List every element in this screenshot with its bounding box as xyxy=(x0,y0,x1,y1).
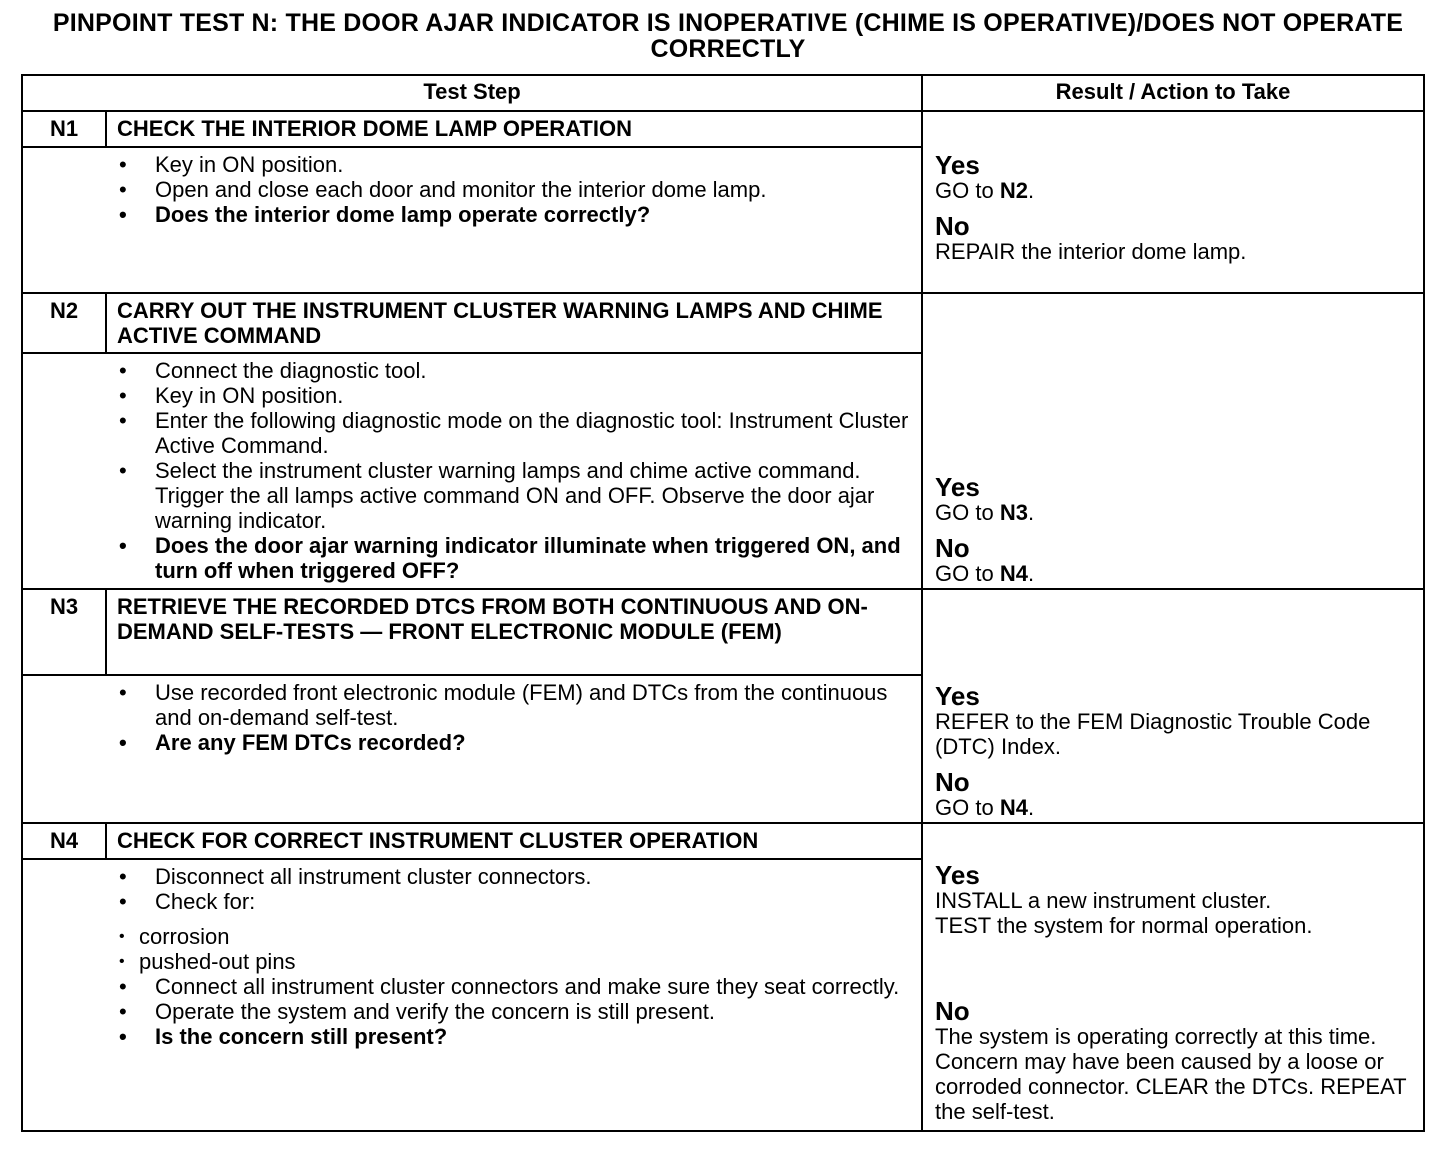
step-list xyxy=(117,864,911,1049)
sub-list-item: • corrosion xyxy=(117,924,911,949)
step-n3-result xyxy=(922,589,1424,823)
step-title: CARRY OUT THE INSTRUMENT CLUSTER WARNING LAMPS AND CHIME ACTIVE COMMAND xyxy=(106,293,922,353)
step-body xyxy=(22,675,922,823)
no-action: GO to N4. xyxy=(935,561,1035,586)
pinpoint-test-table xyxy=(21,74,1425,1132)
table-header-row xyxy=(22,75,1424,111)
step-id: N4 xyxy=(22,823,106,859)
step-id: N3 xyxy=(22,589,106,675)
list-item: • Use recorded front electronic module (FEM) and DTCs from the continuous and on-demand self-test. xyxy=(117,680,911,730)
step-list xyxy=(117,152,911,227)
list-item: • Key in ON position. xyxy=(117,152,911,177)
page-title: PINPOINT TEST N: THE DOOR AJAR INDICATOR IS INOPERATIVE (CHIME IS OPERATIVE)/DOES NOT OPERATE CORRECTLY xyxy=(52,9,1404,63)
step-id: N2 xyxy=(22,293,106,353)
step-n3-title-row xyxy=(22,589,1424,675)
sub-list-item: • pushed-out pins xyxy=(117,949,911,974)
no-label: No xyxy=(935,211,970,241)
yes-label: Yes xyxy=(935,472,980,502)
step-question: • Are any FEM DTCs recorded? xyxy=(117,730,911,755)
no-action: GO to N4. xyxy=(935,795,1035,820)
list-item: • Key in ON position. xyxy=(117,383,911,408)
step-title: CHECK THE INTERIOR DOME LAMP OPERATION xyxy=(106,111,922,147)
step-n2-title-row xyxy=(22,293,1424,353)
step-body xyxy=(22,147,922,293)
yes-label: Yes xyxy=(935,681,980,711)
step-n1-title-row xyxy=(22,111,1424,147)
yes-action-test: TEST the system for normal operation. xyxy=(935,913,1313,938)
step-question: • Does the door ajar warning indicator illuminate when triggered ON, and turn off when triggered OFF? xyxy=(117,533,911,583)
step-id: N1 xyxy=(22,111,106,147)
step-list xyxy=(117,358,911,583)
no-action: REPAIR the interior dome lamp. xyxy=(935,239,1247,264)
yes-label: Yes xyxy=(935,860,980,890)
list-item: • Open and close each door and monitor the interior dome lamp. xyxy=(117,177,911,202)
list-item: • Connect the diagnostic tool. xyxy=(117,358,911,383)
no-label: No xyxy=(935,996,970,1026)
step-question: • Is the concern still present? xyxy=(117,1024,911,1049)
no-label: No xyxy=(935,767,970,797)
step-title: CHECK FOR CORRECT INSTRUMENT CLUSTER OPERATION xyxy=(106,823,922,859)
step-n1-result xyxy=(922,111,1424,293)
step-question: • Does the interior dome lamp operate correctly? xyxy=(117,202,911,227)
step-n4-result xyxy=(922,823,1424,1131)
step-body xyxy=(22,353,922,589)
list-item: • Disconnect all instrument cluster connectors. xyxy=(117,864,911,889)
no-action: The system is operating correctly at this time. Concern may have been caused by a loose or corroded connector. CLEAR the DTCs. REPEAT the self-test. xyxy=(935,1024,1407,1124)
list-item: • Check for: • corrosion • pushed-out pins xyxy=(117,889,911,974)
yes-action: GO to N3. xyxy=(935,500,1035,525)
step-list xyxy=(117,680,911,755)
list-item: • Enter the following diagnostic mode on the diagnostic tool: Instrument Cluster Active Command. xyxy=(117,408,911,458)
list-item: • Operate the system and verify the concern is still present. xyxy=(117,999,911,1024)
header-test-step: Test Step xyxy=(22,75,922,111)
sub-list xyxy=(117,924,911,974)
step-n4-title-row xyxy=(22,823,1424,859)
yes-action: GO to N2. xyxy=(935,178,1035,203)
list-item: • Connect all instrument cluster connectors and make sure they seat correctly. xyxy=(117,974,911,999)
list-item: • Select the instrument cluster warning lamps and chime active command. Trigger the all lamps active command ON and OFF. Observe the door ajar warning indicator. xyxy=(117,458,911,533)
step-n2-result xyxy=(922,293,1424,589)
step-body xyxy=(22,859,922,1131)
no-label: No xyxy=(935,533,970,563)
header-result-action: Result / Action to Take xyxy=(922,75,1424,111)
yes-action: REFER to the FEM Diagnostic Trouble Code (DTC) Index. xyxy=(935,709,1371,759)
step-title: RETRIEVE THE RECORDED DTCS FROM BOTH CONTINUOUS AND ON-DEMAND SELF-TESTS — FRONT ELECTRONIC MODULE (FEM) xyxy=(106,589,922,675)
yes-label: Yes xyxy=(935,150,980,180)
yes-action-install: INSTALL a new instrument cluster. xyxy=(935,888,1272,913)
